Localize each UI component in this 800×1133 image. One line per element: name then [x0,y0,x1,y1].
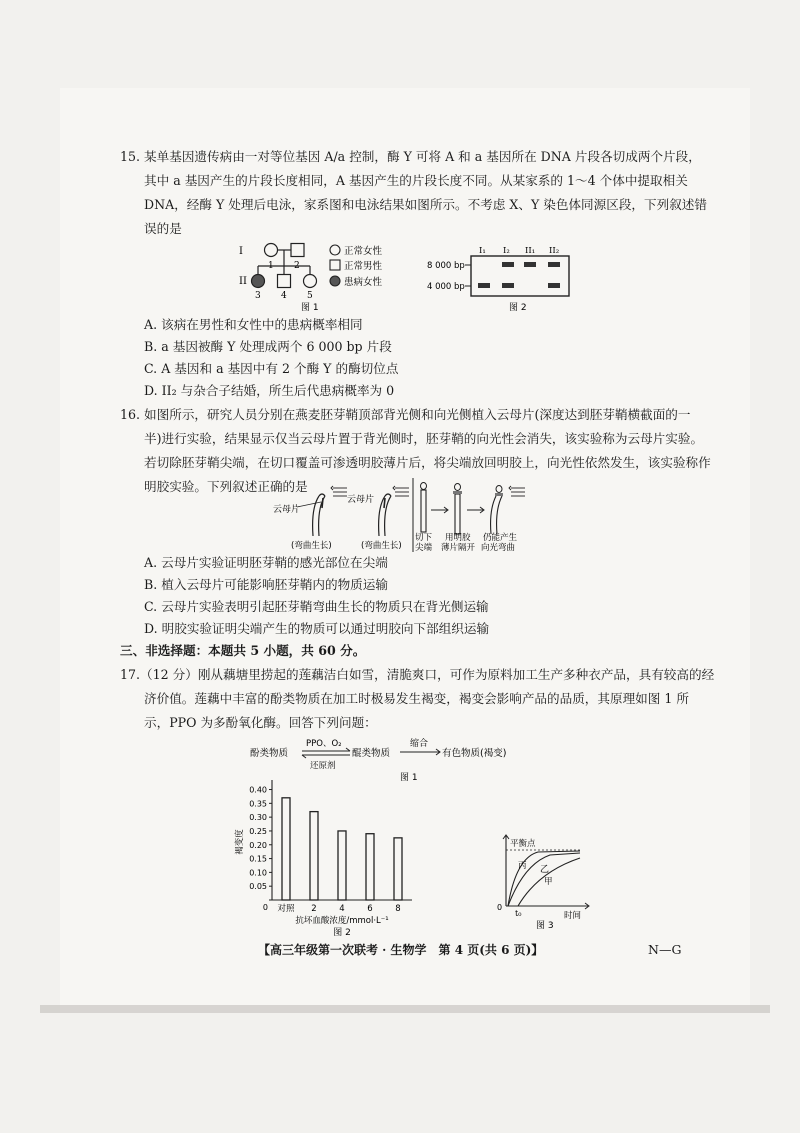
bar [338,831,346,900]
reaction-middle: 醌类物质 [352,748,391,759]
reaction-caption: 图 1 [400,773,418,783]
legend-normal-female-icon [330,245,340,255]
origin-label: 0 [497,903,503,912]
bar [366,834,374,900]
q16-line-3: 若切除胚芽鞘尖端，在切口覆盖可渗透明胶薄片后，将尖端放回明胶上，向光性依然发生，该实验称作 [144,455,711,470]
band-i1-4000 [478,283,490,288]
q16-option-a: A. 云母片实验证明胚芽鞘的感光部位在尖端 [144,555,388,570]
individual-4-normal-male [278,275,291,288]
fig2-caption: 图 2 [509,303,527,313]
x-tick-label: 4 [339,904,345,914]
band-i2-4000 [502,283,514,288]
legend-normal-male: 正常男性 [344,261,383,272]
curve-label-yi: 乙 [540,865,550,875]
legend-normal-male-icon [330,260,340,270]
fig2-caption: 图 2 [333,928,351,938]
bar [282,798,290,900]
mica-label-1: 云母片 [273,505,301,515]
q16-line-2: 半)进行实验，结果显示仅当云母片置于背光侧时，胚芽鞘的向光性会消失，该实验称为云母片实验。 [144,431,704,446]
gen-2-label: II [239,276,247,287]
mica-sheet-2 [384,498,385,508]
browning-bar-chart [232,776,432,938]
mica-label-2: 云母片 [347,495,375,505]
q17-line-2: 济价值。莲藕中丰富的酚类物质在加工时极易发生褐变，褐变会影响产品的品质，其原理如图 1 所 [144,691,689,706]
q15-line-2: 其中 a 基因产生的片段长度相同，A 基因产生的片段长度不同。从某家系的 1～4 个体中提取相关 [144,173,688,188]
q15-line-3: DNA，经酶 Y 处理后电泳，家系图和电泳结果如图所示。不考虑 X、Y 染色体同源区段，下列叙述错 [144,197,707,212]
svg-text:5: 5 [307,291,313,301]
y-tick-label: 0.15 [249,854,267,864]
bar [310,812,318,900]
band-ii2-8000 [548,262,560,267]
result-label-1: (弯曲生长) [291,541,332,551]
curve-label-bing: 丙 [518,861,527,871]
y-axis-label: 褐变度 [235,829,245,855]
band-i2-8000 [502,262,514,267]
legend-normal-female: 正常女性 [344,246,383,257]
step-label-2a: 用明胶 [445,533,471,543]
individual-2-normal-male [291,244,304,257]
product-curve-chart [488,828,598,931]
coleoptile-figure [255,474,545,552]
fig3-caption: 图 3 [536,921,554,931]
x-axis-label: 抗坏血酸浓度/mmol·L⁻¹ [295,916,389,926]
reaction-enzyme: PPO、O₂ [306,739,342,749]
light-arrows-3 [509,486,525,496]
q15-option-b: B. a 基因被酶 Y 处理成两个 6 000 bp 片段 [144,339,392,354]
q16-option-d: D. 明胶实验证明尖端产生的物质可以通过明胶向下部组织运输 [144,621,490,636]
mica-sheet-1 [322,498,323,508]
individual-1-normal-female [265,244,278,257]
svg-text:3: 3 [255,291,261,301]
step-label-1a: 切下 [415,533,433,543]
step-label-2b: 薄片隔开 [441,543,476,553]
light-arrows-2 [393,486,409,496]
equilibrium-label: 平衡点 [510,839,536,849]
fig1-caption: 图 1 [301,303,319,313]
svg-text:1: 1 [268,261,274,271]
light-arrows-1 [331,486,347,496]
y-tick-label: 0.35 [249,799,267,809]
q15-line-1: 15. 某单基因遗传病由一对等位基因 A/a 控制，酶 Y 可将 A 和 a 基因所在 DNA 片段各切成两个片段， [120,149,701,164]
result-label-2: (弯曲生长) [361,541,402,551]
footer-code: N—G [648,942,682,957]
q17-line-3: 示，PPO 为多酚氧化酶。回答下列问题： [144,715,377,730]
x-tick-label: 6 [367,904,373,914]
gen-1-label: I [239,246,243,257]
x-tick-label: 8 [395,904,401,914]
y-tick-label: 0.05 [249,882,267,892]
y-tick-label: 0.10 [249,868,267,878]
pedigree-figure [225,238,455,314]
reaction-condition: 缩合 [410,739,429,749]
individual-3-affected-female [252,275,265,288]
legend-affected-female-icon [330,276,340,286]
svg-text:4: 4 [281,291,287,301]
y-tick-label: 0.30 [249,813,267,823]
time-axis-label: 时间 [564,911,582,921]
q16-line-1: 16. 如图所示，研究人员分别在燕麦胚芽鞘顶部背光侧和向光侧植入云母片(深度达到胚芽鞘横截面的一 [120,407,691,422]
lane-label-ii2: II₂ [549,246,560,256]
individual-5-normal-female [304,275,317,288]
q17-line-1: 17.（12 分）刚从藕塘里捞起的莲藕洁白如雪，清脆爽口，可作为原料加工生产多种衣产品，具有较高的经 [120,667,715,682]
x-tick-label: 对照 [277,904,295,914]
q16-option-b: B. 植入云母片可能影响胚芽鞘内的物质运输 [144,577,388,592]
q16-line-4: 明胶实验。下列叙述正确的是 [144,479,308,494]
legend-affected-female: 患病女性 [344,277,383,288]
step-label-3a: 仍能产生 [483,533,518,543]
q15-option-c: C. A 基因和 a 基因中有 2 个酶 Y 的酶切位点 [144,361,399,376]
section-heading: 三、非选择题：本题共 5 小题，共 60 分。 [120,643,366,658]
step-label-3b: 向光弯曲 [481,543,516,553]
reaction-left: 酚类物质 [250,748,289,759]
y-tick-label: 0.40 [249,785,267,795]
y-tick-label: 0.20 [249,840,267,850]
reaction-reductant: 还原剂 [310,761,336,771]
y-tick-label: 0.25 [249,826,267,836]
lane-label-ii1: II₁ [525,246,536,256]
origin-label: 0 [262,903,268,912]
band-ii2-4000 [548,283,560,288]
reaction-product: 有色物质(褐变) [442,748,507,759]
q15-line-4: 误的是 [144,221,182,236]
x-tick-label: 2 [311,904,317,914]
electrophoresis-figure [425,244,575,314]
bar [394,838,402,900]
band-ii1-8000 [524,262,536,267]
lane-label-i1: I₁ [479,246,486,256]
q15-option-d: D. II₂ 与杂合子结婚，所生后代患病概率为 0 [144,383,395,398]
footer-title: 【高三年级第一次联考 · 生物学 第 4 页(共 6 页)】 [258,943,544,957]
t0-label: t₀ [515,909,522,918]
svg-text:2: 2 [294,261,300,271]
bp-8000-label: 8 000 bp [427,261,465,271]
browning-reaction-figure [250,730,550,782]
step-label-1b: 尖端 [415,543,433,553]
q16-option-c: C. 云母片实验表明引起胚芽鞘弯曲生长的物质只在背光侧运输 [144,599,489,614]
lane-label-i2: I₂ [503,246,510,256]
gelatin-sheet [453,491,462,494]
bp-4000-label: 4 000 bp [427,282,465,292]
scan-edge-shadow [40,1005,770,1013]
q15-option-a: A. 该病在男性和女性中的患病概率相同 [144,317,363,332]
curve-label-jia: 甲 [544,877,553,887]
